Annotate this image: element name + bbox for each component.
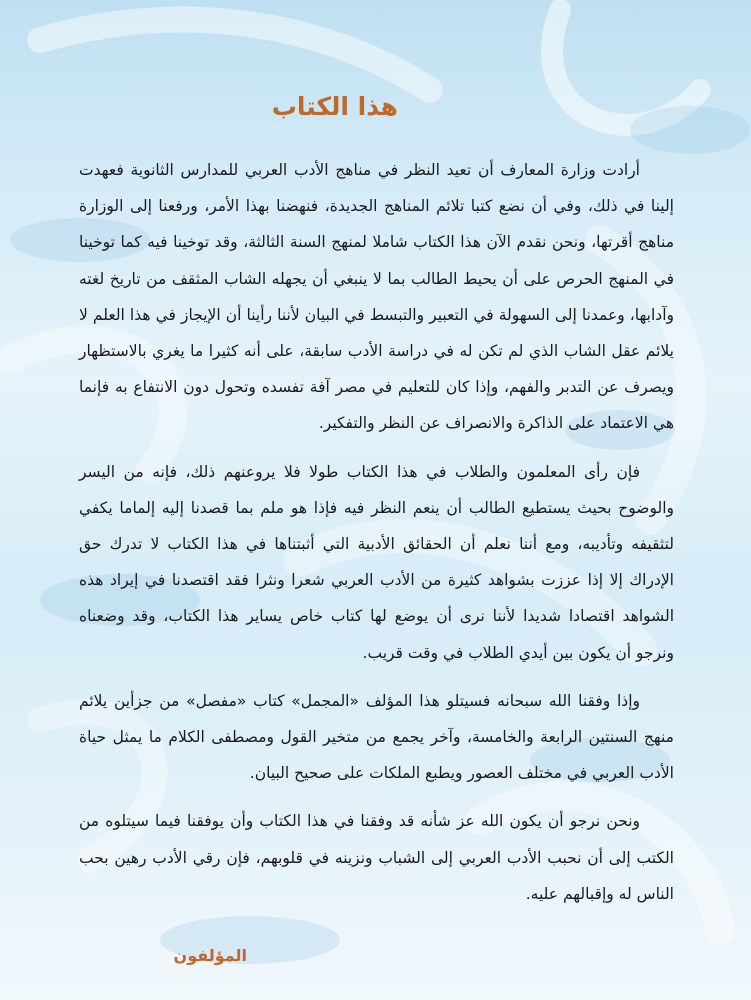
page-title: هذا الكتاب: [271, 92, 398, 121]
paragraph: أرادت وزارة المعارف أن تعيد النظر في مناهج الأدب العربي للمدارس الثانوية فعهدت إلينا في ذلك، وفي أن نضع كتبا تلائم المناهج الجديدة، فنهضنا بهذا الأمر، ورفعنا إلى الوزارة مناهج أقرتها، ونحن نقدم الآن هذا الكتاب شاملا لمنهج السنة الثالثة، وقد توخينا فيه كما توخينا في المنهج الحرص على أن يحيط الطالب بما لا ينبغي أن يجهله الشاب المثقف من تاريخ لغته وآدابها، وعمدنا إلى السهولة في التعبير والتبسط في البيان لأننا رأينا أن الإيجاز في هذا العلم لا يلائم عقل الشاب الذي لم تكن له في دراسة الأدب سابقة، على أنه كثيرا ما يغري بالاستظهار ويصرف عن التدبر والفهم، وإذا كان للتعليم في مصر آفة تفسده وتحول دون الانتفاع به فإنما هي الاعتماد على الذاكرة والانصراف عن النظر والتفكير.: [79, 161, 674, 433]
body-text: [79, 152, 674, 924]
paragraph: وإذا وفقنا الله سبحانه فسيتلو هذا المؤلف «المجمل» كتاب «مفصل» من جزأين يلائم منهج السنتين الرابعة والخامسة، وآخر يجمع من متخير القول ومصطفى الكلام ما يمثل حياة الأدب العربي في مختلف العصور ويطبع الملكات على صحيح البيان.: [79, 691, 674, 783]
author-signature: المؤلفون: [173, 946, 247, 965]
paragraph: ونحن نرجو أن يكون الله عز شأنه قد وفقنا في هذا الكتاب وأن يوفقنا فيما سيتلوه من الكتب إلى أن نحبب الأدب العربي إلى الشباب ونزينه في قلوبهم، فإن رقي الأدب رهين بحب الناس له وإقبالهم عليه.: [79, 812, 674, 903]
paragraph: فإن رأى المعلمون والطلاب في هذا الكتاب طولا فلا يروعنهم ذلك، فإنه من اليسر والوضوح بحيث يستطيع الطالب أن ينعم النظر فيه فإذا هو ملم بما قصدنا إليه إلماما يكفي لتثقيفه وتأديبه، ومع أننا نعلم أن الحقائق الأدبية التي أثبتناها في هذا الكتاب لا تدرك حق الإدراك إلا إذا عززت بشواهد كثيرة من الأدب العربي شعرا ونثرا فقد اقتصدنا في إيراد هذه الشواهد اقتصادا شديدا لأننا نرى أن يوضع لها كتاب خاص يساير هذا الكتاب، وقد وضعناه ونرجو أن يكون بين أيدي الطلاب في وقت قريب.: [79, 462, 674, 662]
